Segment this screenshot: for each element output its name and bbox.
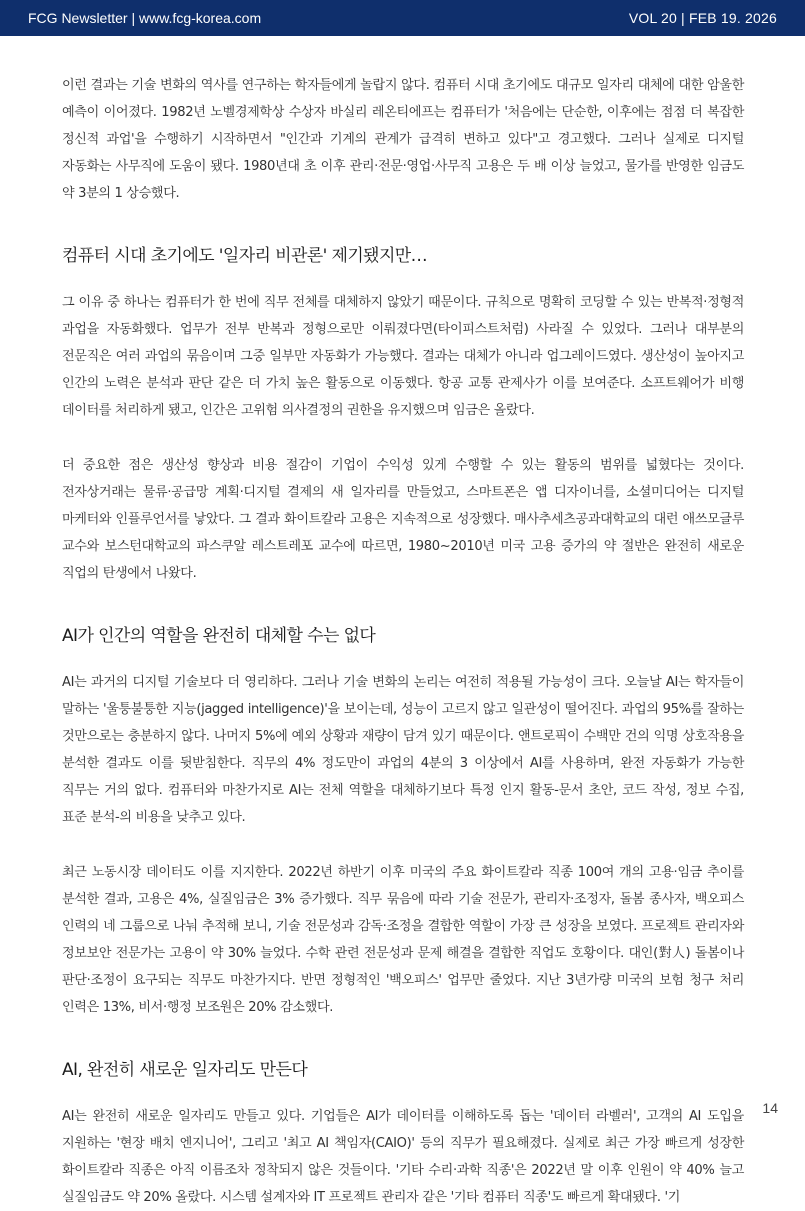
section-1-paragraph-1: 그 이유 중 하나는 컴퓨터가 한 번에 직무 전체를 대체하지 않았기 때문이다. 규칙으로 명확히 코딩할 수 있는 반복적·정형적 과업을 자동화했다. 업무가 전부 반복과 정형으로만 이뤄졌다면(타이피스트처럼) 사라질 수 있었다. 그러나 대부분의 전문직은 여러 과업의 묶음이며 그중 일부만 자동화가 가능했다. 결과는 대체가 아니라 업그레이드였다. 생산성이 높아지고 인간의 노력은 분석과 판단 같은 더 가치 높은 활동으로 이동했다. 항공 교통 관제사가 이를 보여준다. 소프트웨어가 비행 데이터를 처리하게 됐고, 인간은 고위험 의사결정의 권한을 유지했으며 임금은 올랐다. — [62, 295, 744, 418]
newsletter-title: FCG Newsletter | www.fcg-korea.com — [28, 10, 262, 26]
newsletter-header-bar — [0, 0, 805, 36]
section-2-paragraph-2: 최근 노동시장 데이터도 이를 지지한다. 2022년 하반기 이후 미국의 주요 화이트칼라 직종 100여 개의 고용·임금 추이를 분석한 결과, 고용은 4%, 실질임금은 3% 증가했다. 직무 묶음에 따라 기술 전문가, 관리자·조정자, 돌봄 종사자, 백오피스 인력의 네 그룹으로 나눠 추적해 보니, 기술 전문성과 감독·조정을 결합한 역할이 가장 큰 성장을 보였다. 프로젝트 관리자와 정보보안 전문가는 고용이 약 30% 늘었다. 수학 관련 전문성과 문제 해결을 결합한 직업도 호황이다. 대인(對人) 돌봄이나 판단·조정이 요구되는 직무도 마찬가지다. 반면 정형적인 '백오피스' 업무만 줄었다. 지난 3년가량 미국의 보험 청구 처리 인력은 13%, 비서·행정 보조원은 20% 감소했다. — [62, 865, 744, 1015]
issue-date: VOL 20 | FEB 19. 2026 — [628, 10, 777, 26]
section-1-paragraph-2: 더 중요한 점은 생산성 향상과 비용 절감이 기업이 수익성 있게 수행할 수 있는 활동의 범위를 넓혔다는 것이다. 전자상거래는 물류·공급망 계획·디지털 결제의 새 일자리를 만들었고, 스마트폰은 앱 디자이너를, 소셜미디어는 디지털 마케터와 인플루언서를 낳았다. 그 결과 화이트칼라 고용은 지속적으로 성장했다. 매사추세츠공과대학교의 대런 애쓰모글루 교수와 보스턴대학교의 파스쿠알 레스트레포 교수에 따르면, 1980~2010년 미국 고용 증가의 약 절반은 완전히 새로운 직업의 탄생에서 나왔다. — [62, 458, 744, 581]
article-body — [62, 72, 744, 1211]
section-heading-ai-new-jobs: AI, 완전히 새로운 일자리도 만든다 — [62, 1060, 308, 1080]
section-2-paragraph-1: AI는 과거의 디지털 기술보다 더 영리하다. 그러나 기술 변화의 논리는 여전히 적용될 가능성이 크다. 오늘날 AI는 학자들이 말하는 '울퉁불퉁한 지능(jagged intelligence)'을 보이는데, 성능이 고르지 않고 일관성이 떨어진다. 과업의 95%를 잘하는 것만으로는 충분하지 않다. 나머지 5%에 예외 상황과 재량이 담겨 있기 때문이다. 앤트로픽이 수백만 건의 익명 상호작용을 분석한 결과도 이를 뒷받침한다. 직무의 4% 정도만이 과업의 4분의 3 이상에서 AI를 사용하며, 완전 자동화가 가능한 직무는 거의 없다. 컴퓨터와 마찬가지로 AI는 전체 역할을 대체하기보다 특정 인지 활동-문서 초안, 코드 작성, 정보 수집, 표준 분석-의 비용을 낮추고 있다. — [62, 675, 744, 825]
section-heading-ai-cannot-replace: AI가 인간의 역할을 완전히 대체할 수는 없다 — [62, 626, 376, 646]
section-heading-computer-era: 컴퓨터 시대 초기에도 '일자리 비관론' 제기됐지만… — [62, 246, 428, 266]
page-number: 14 — [762, 1100, 778, 1116]
section-3-paragraph-1: AI는 완전히 새로운 일자리도 만들고 있다. 기업들은 AI가 데이터를 이해하도록 돕는 '데이터 라벨러', 고객의 AI 도입을 지원하는 '현장 배치 엔지니어', 그리고 '최고 AI 책임자(CAIO)' 등의 직무가 필요해졌다. 실제로 최근 가장 빠르게 성장한 화이트칼라 직종은 아직 이름조차 정착되지 않은 것들이다. '기타 수리·과학 직종'은 2022년 말 이후 인원이 약 40% 늘고 실질임금도 약 20% 올랐다. 시스템 설계자와 IT 프로젝트 관리자 같은 '기타 컴퓨터 직종'도 빠르게 확대됐다. '기 — [62, 1109, 744, 1205]
intro-paragraph: 이런 결과는 기술 변화의 역사를 연구하는 학자들에게 놀랍지 않다. 컴퓨터 시대 초기에도 대규모 일자리 대체에 대한 암울한 예측이 이어졌다. 1982년 노벨경제학상 수상자 바실리 레온티에프는 컴퓨터가 '처음에는 단순한, 이후에는 점점 더 복잡한 정신적 과업'을 수행하기 시작하면서 "인간과 기계의 관계가 급격히 변하고 있다"고 경고했다. 그러나 실제로 디지털 자동화는 사무직에 도움이 됐다. 1980년대 초 이후 관리·전문·영업·사무직 고용은 두 배 이상 늘었고, 물가를 반영한 임금도 약 3분의 1 상승했다. — [62, 78, 744, 201]
